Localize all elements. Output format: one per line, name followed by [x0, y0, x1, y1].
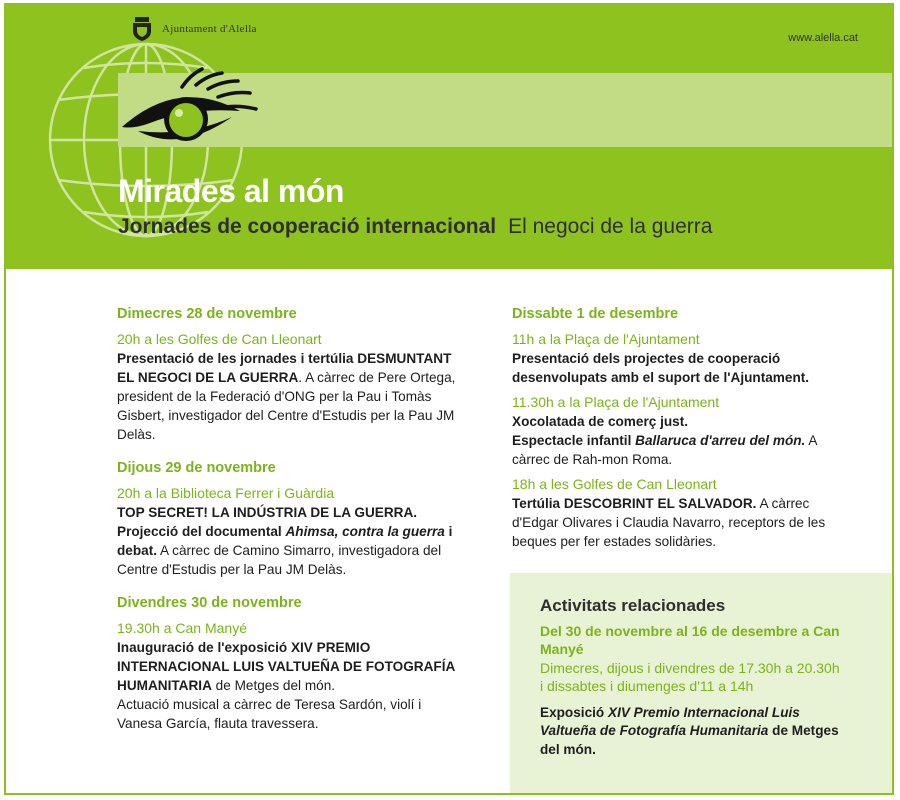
exhibition-title: XIV Premio Internacional Luis Valtueña de Fotografía Humanitaria	[540, 704, 800, 738]
event-description	[117, 503, 462, 579]
related-dates: Del 30 de novembre al 16 de desembre a Can Manyé	[540, 622, 840, 657]
event-details: . A càrrec de Pere Ortega, president de la Federació d'ONG per la Pau i Tomàs Gisbert, investigador del Centre d'Estudis per la Pau JM Delàs.	[117, 370, 456, 442]
event-details: Actuació musical a càrrec de Teresa Sardón, violí i Vanesa García, flauta travessera.	[117, 697, 422, 731]
event-title: Presentació dels projectes de cooperació desenvolupats amb el suport de l'Ajuntament.	[512, 351, 810, 385]
event-details: A càrrec de Camino Simarro, investigadora del Centre d'Estudis per la Pau JM Delàs.	[117, 543, 442, 577]
website-url[interactable]: www.alella.cat	[788, 32, 858, 44]
event-title: Inauguració de l'exposició XIV PREMIO INTERNACIONAL LUIS VALTUEÑA DE FOTOGRAFÍA HUMANITARIA	[117, 640, 455, 693]
event-description	[512, 412, 852, 469]
event-description	[117, 349, 462, 444]
day-block-29	[117, 459, 462, 579]
event-description	[512, 349, 852, 387]
day-heading: Dijous 29 de novembre	[117, 460, 276, 476]
event-details: A càrrec d'Edgar Olivares i Claudia Navarro, receptors de les beques per fer estades solidàries.	[512, 496, 826, 549]
program-right-column	[512, 305, 852, 557]
event-subtitle: Projecció del documental	[117, 524, 286, 539]
day-block-28	[117, 305, 462, 444]
day-heading: Divendres 30 de novembre	[117, 595, 302, 611]
page-subtitle	[118, 215, 712, 239]
event-time: 18h a les Golfes de Can Lleonart	[512, 476, 717, 492]
logo-text: Ajuntament d'Alella	[162, 23, 257, 35]
film-title: Ahimsa, contra la guerra	[285, 524, 445, 539]
event-subtitle-end: i debat.	[117, 524, 453, 558]
program-left-column	[117, 305, 462, 748]
day-heading: Dimecres 28 de novembre	[117, 306, 297, 322]
event-block	[512, 330, 852, 387]
related-activities-box	[510, 573, 892, 795]
event-time: 20h a la Biblioteca Ferrer i Guàrdia	[117, 485, 335, 501]
eye-icon	[116, 67, 266, 153]
event-subtitle: Espectacle infantil	[512, 433, 636, 448]
event-organizer: de Metges del món.	[211, 678, 336, 693]
event-time: 11h a la Plaça de l'Ajuntament	[512, 331, 700, 347]
show-title: Ballaruca d'arreu del món.	[635, 433, 806, 448]
exhibition-organizer: de Metges del món.	[540, 723, 839, 757]
event-title: Presentació de les jornades i tertúlia DESMUNTANT EL NEGOCI DE LA GUERRA	[117, 351, 452, 385]
event-description	[117, 638, 462, 733]
event-time: 19.30h a Can Manyé	[117, 620, 247, 636]
related-description	[540, 704, 840, 760]
event-description	[512, 494, 852, 551]
event-block	[512, 393, 852, 469]
day-heading: Dissabte 1 de desembre	[512, 306, 679, 322]
subtitle-rest: El negoci de la guerra	[508, 215, 713, 238]
day-block-30	[117, 594, 462, 733]
exhibition-label: Exposició	[540, 704, 608, 720]
page-title: Mirades al món	[118, 173, 344, 209]
related-title: Activitats relacionades	[540, 596, 726, 615]
event-time: 20h a les Golfes de Can Lleonart	[117, 331, 322, 347]
related-hours: Dimecres, dijous i divendres de 17.30h a 20.30h i dissabtes i diumenges d'11 a 14h	[540, 659, 840, 694]
header-banner	[6, 5, 892, 269]
event-title: TOP SECRET! LA INDÚSTRIA DE LA GUERRA.	[117, 505, 418, 520]
municipal-logo	[132, 17, 257, 41]
event-title: Xocolatada de comerç just.	[512, 414, 689, 429]
poster	[4, 3, 894, 795]
event-title: Tertúlia DESCOBRINT EL SALVADOR.	[512, 496, 757, 511]
event-block	[512, 475, 852, 551]
subtitle-bold: Jornades de cooperació internacional	[118, 215, 497, 238]
event-details: A càrrec de Rah-mon Roma.	[512, 433, 817, 467]
event-time: 11.30h a la Plaça de l'Ajuntament	[512, 394, 720, 410]
coat-of-arms-icon	[132, 17, 152, 41]
